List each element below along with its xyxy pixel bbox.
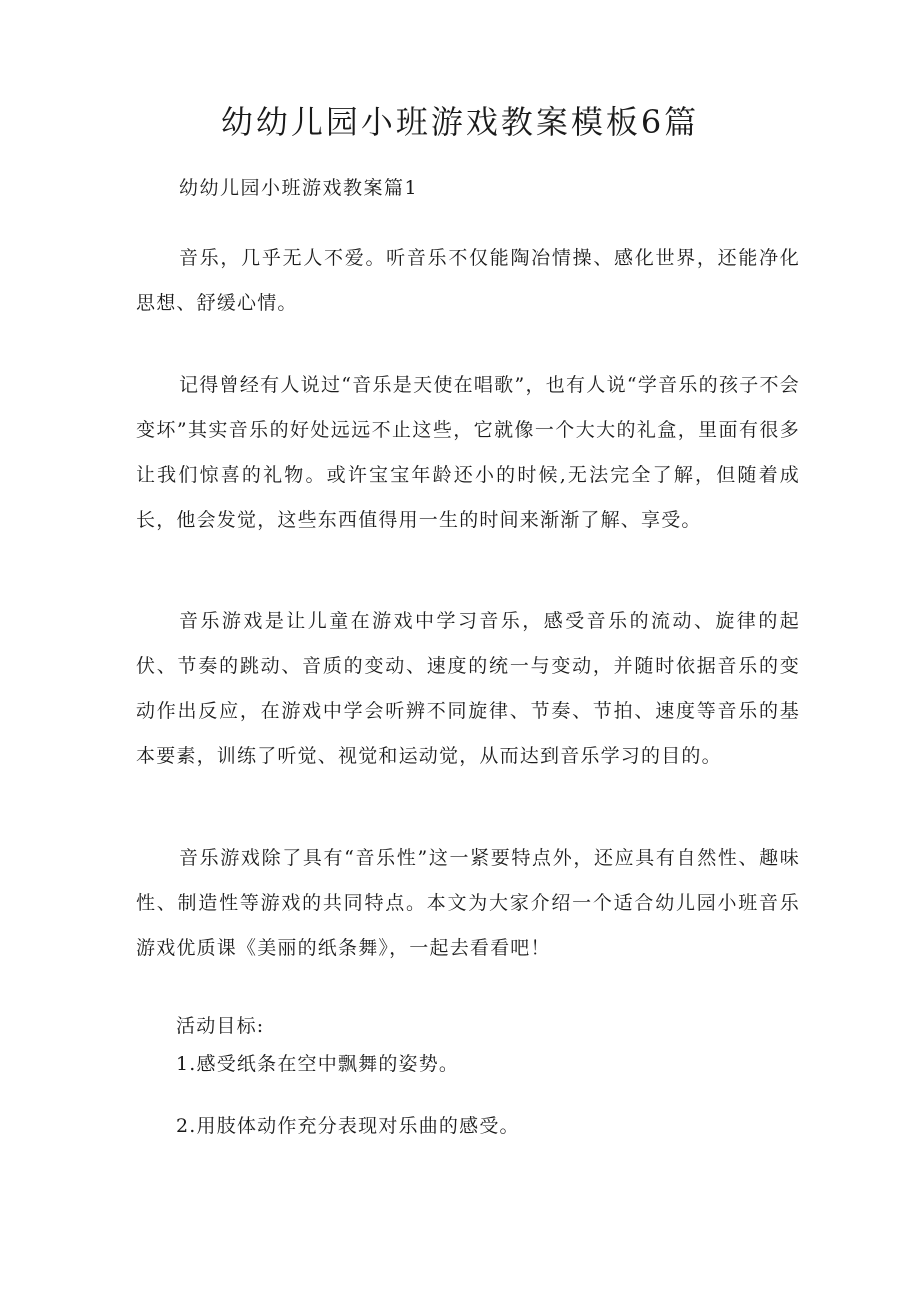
goals-label: 活动目标: xyxy=(176,1015,265,1037)
paragraph-intro: 音乐，几乎无人不爱。听音乐不仅能陶冶情操、感化世界，还能净化思想、舒缓心情。 xyxy=(136,247,800,314)
document-title: 幼幼儿园小班游戏教案模板6篇 xyxy=(220,103,700,141)
paragraph-features: 音乐游戏除了具有“音乐性”这一紧要特点外，还应具有自然性、趣味性、制造性等游戏的共同特点。本文为大家介绍一个适合幼儿园小班音乐游戏优质课《美丽的纸条舞》，一起去看看吧！ xyxy=(136,847,800,959)
goal-item: 1.感受纸条在空中飘舞的姿势。 xyxy=(176,1053,460,1075)
section-heading: 幼幼儿园小班游戏教案篇1 xyxy=(179,177,419,199)
goal-item: 2.用肢体动作充分表现对乐曲的感受。 xyxy=(176,1115,520,1137)
paragraph-music-game: 音乐游戏是让儿童在游戏中学习音乐，感受音乐的流动、旋律的起伏、节奏的跳动、音质的变动、速度的统一与变动，并随时依据音乐的变动作出反应，在游戏中学会听辨不同旋律、节奏、节拍、速度等音乐的基本要素，训练了听觉、视觉和运动觉，从而达到音乐学习的目的。 xyxy=(136,610,800,767)
paragraph-quote: 记得曾经有人说过“音乐是天使在唱歌”，也有人说“学音乐的孩子不会变坏”其实音乐的好处远远不止这些，它就像一个大大的礼盒，里面有很多让我们惊喜的礼物。或许宝宝年龄还小的时候,无法完全了解，但随着成长，他会发觉，这些东西值得用一生的时间来渐渐了解、享受。 xyxy=(136,374,800,531)
